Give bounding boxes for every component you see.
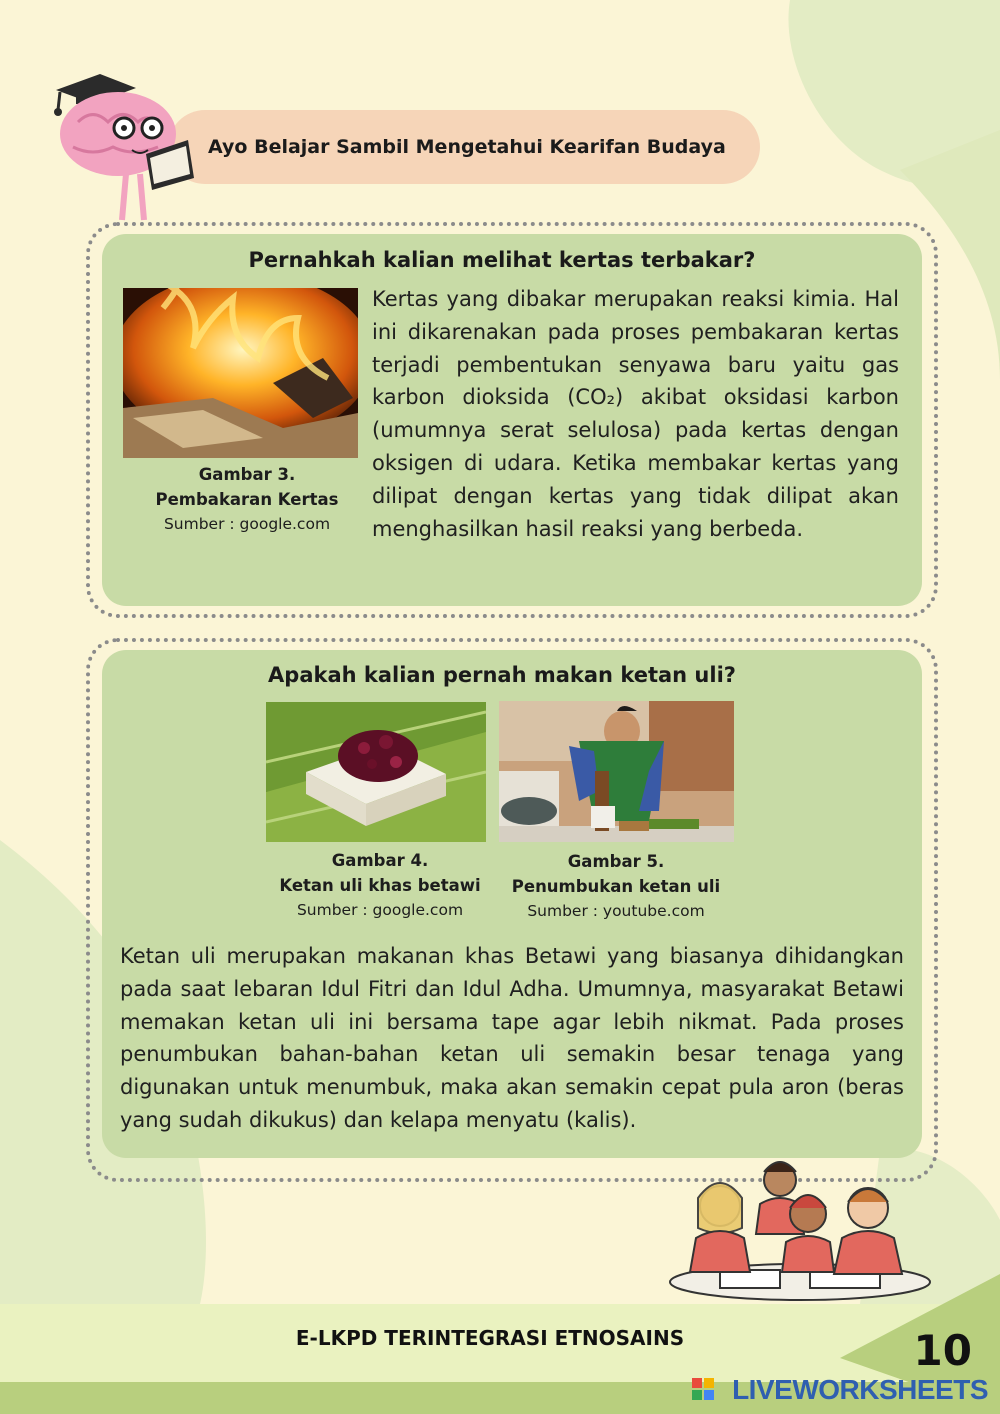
card1-title: Pernahkah kalian melihat kertas terbakar?: [248, 248, 756, 272]
section-header-title: Ayo Belajar Sambil Mengetahui Kearifan Budaya: [208, 136, 726, 158]
figure5-caption: [492, 849, 740, 924]
figure4-source: Sumber : google.com: [296, 901, 464, 919]
figure3-caption: [123, 462, 371, 537]
figure4-number: Gambar 4.: [331, 851, 429, 870]
pounding-ketan-photo: [499, 701, 734, 842]
figure3-label: Pembakaran Kertas: [155, 490, 339, 509]
card1-paragraph: Kertas yang dibakar merupakan reaksi kimia. Hal ini dikarenakan pada proses pembakaran kertas terjadi pembentukan senyawa baru yaitu gas karbon dioksida (CO₂) akibat oksidasi karbon (umumnya serat selulosa) pada kertas dengan oksigen di udara. Ketika membakar kertas yang dilipat dengan kertas yang tidak dilipat akan menghasilkan hasil reaksi yang berbeda.: [372, 287, 899, 541]
figure3-number: Gambar 3.: [198, 465, 296, 484]
figure4-label: Ketan uli khas betawi: [279, 876, 481, 895]
section-header-pill: [168, 110, 760, 184]
figure5-source: Sumber : youtube.com: [527, 902, 705, 920]
figure5-label: Penumbukan ketan uli: [511, 877, 721, 896]
paper-burning-photo: [123, 288, 358, 458]
figure4-caption: [256, 848, 504, 923]
card2-title: Apakah kalian pernah makan ketan uli?: [268, 663, 736, 687]
card2-paragraph: Ketan uli merupakan makanan khas Betawi yang biasanya dihidangkan pada saat lebaran Idul Fitri dan Idul Adha. Umumnya, masyarakat Betawi memakan ketan uli ini bersama tape agar lebih nikmat. Pada proses penumbukan bahan-bahan ketan uli semakin besar tenaga yang digunakan untuk menumbuk, maka akan semakin cepat pula aron (beras yang sudah dikukus) dan kelapa menyatu (kalis).: [120, 944, 904, 1132]
liveworksheets-brand[interactable]: LIVEWORKSHEETS: [732, 1374, 988, 1405]
page-number: 10: [913, 1326, 972, 1375]
figure3-source: Sumber : google.com: [163, 515, 331, 533]
ketan-uli-photo: [266, 702, 486, 842]
figure5-number: Gambar 5.: [567, 852, 665, 871]
liveworksheets-logo-icon: [692, 1378, 714, 1400]
brain-mascot-icon: [48, 62, 198, 222]
footer-title: E-LKPD TERINTEGRASI ETNOSAINS: [295, 1326, 685, 1350]
